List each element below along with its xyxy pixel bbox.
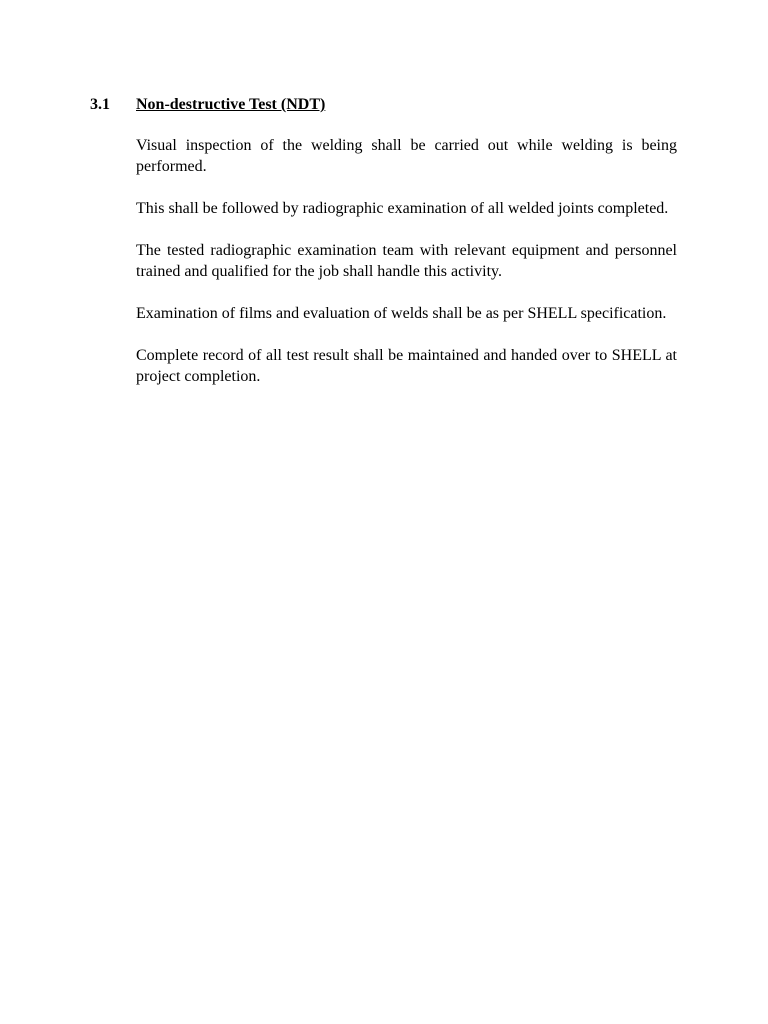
- paragraph: The tested radiographic examination team with relevant equipment and personnel trained and qualified for the job shall handle this activity.: [136, 242, 677, 280]
- section-body: [136, 135, 677, 408]
- paragraph: This shall be followed by radiographic examination of all welded joints completed.: [136, 200, 669, 217]
- paragraph: Examination of films and evaluation of welds shall be as per SHELL specification.: [136, 305, 667, 322]
- section-number: 3.1: [90, 96, 110, 113]
- paragraph: Visual inspection of the welding shall be carried out while welding is being performed.: [136, 137, 677, 175]
- section-title: Non-destructive Test (NDT): [136, 96, 326, 113]
- paragraph: Complete record of all test result shall be maintained and handed over to SHELL at project completion.: [136, 347, 677, 385]
